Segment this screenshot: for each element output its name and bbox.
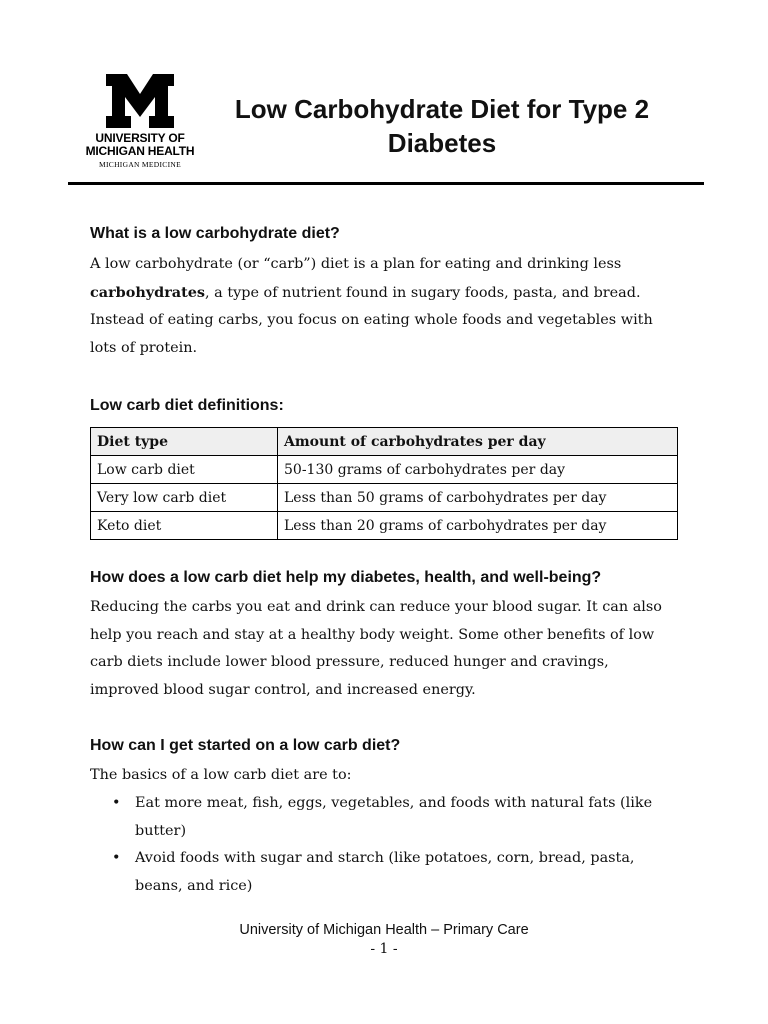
- bullet-icon: •: [112, 850, 121, 866]
- table-cell: Very low carb diet: [91, 484, 278, 512]
- paragraph-line: Instead of eating carbs, you focus on eating whole foods and vegetables with: [90, 312, 653, 328]
- section-heading-definitions: Low carb diet definitions:: [90, 397, 284, 414]
- paragraph-line: improved blood sugar control, and increased energy.: [90, 681, 476, 698]
- list-item: [90, 845, 690, 900]
- section-heading-benefits: How does a low carb diet help my diabetes, health, and well-being?: [90, 569, 602, 586]
- table-cell: Low carb diet: [91, 456, 278, 484]
- list-item-line: Eat more meat, fish, eggs, vegetables, and foods with natural fats (like: [135, 795, 653, 811]
- table-row: [91, 512, 678, 540]
- logo-text-line3: MICHIGAN MEDICINE: [99, 160, 181, 169]
- table-header-cell: Diet type: [91, 428, 278, 456]
- block-m-logo-icon: [104, 74, 176, 128]
- table-row: [91, 456, 678, 484]
- paragraph-line: A low carbohydrate (or “carb”) diet is a plan for eating and drinking less: [90, 256, 622, 272]
- bullet-icon: •: [112, 795, 121, 811]
- diet-definitions-table: [90, 427, 678, 540]
- table-cell: Less than 50 grams of carbohydrates per day: [278, 484, 678, 512]
- section-intro-get-started: The basics of a low carb diet are to:: [90, 767, 352, 783]
- logo-text-line2: MICHIGAN HEALTH: [85, 144, 195, 158]
- section-heading-what-is: What is a low carbohydrate diet?: [90, 225, 340, 242]
- page-title: [212, 92, 672, 160]
- paragraph-line: lots of protein.: [90, 339, 198, 356]
- logo-text-line1: UNIVERSITY OF: [95, 131, 185, 145]
- basics-list: [90, 790, 690, 900]
- table-cell: 50-130 grams of carbohydrates per day: [278, 456, 678, 484]
- section-heading-get-started: How can I get started on a low carb diet?: [90, 737, 401, 754]
- paragraph-line: Reducing the carbs you eat and drink can reduce your blood sugar. It can also: [90, 599, 662, 615]
- paragraph-line: help you reach and stay at a healthy body weight. Some other benefits of low: [90, 626, 655, 643]
- list-item-line: butter): [135, 822, 187, 839]
- list-item: [90, 790, 690, 845]
- section-paragraph-what-is: [90, 251, 690, 362]
- paragraph-line: carb diets include lower blood pressure, reduced hunger and cravings,: [90, 654, 609, 670]
- table-header-row: [91, 428, 678, 456]
- bold-term: carbohydrates: [90, 283, 206, 301]
- table-cell: Less than 20 grams of carbohydrates per day: [278, 512, 678, 540]
- page-title-line1: Low Carbohydrate Diet for Type 2: [234, 94, 650, 124]
- page-number: - 1 -: [370, 941, 398, 957]
- section-paragraph-benefits: [90, 594, 690, 704]
- table-header-cell: Amount of carbohydrates per day: [278, 428, 678, 456]
- table-cell: Keto diet: [91, 512, 278, 540]
- page-title-line2: Diabetes: [387, 128, 497, 158]
- header-divider: [68, 182, 704, 185]
- table-row: [91, 484, 678, 512]
- paragraph-line: [90, 279, 690, 308]
- list-item-line: beans, and rice): [135, 877, 253, 894]
- paragraph-text: , a type of nutrient found in sugary foods, pasta, and bread.: [205, 284, 641, 301]
- footer-organization: University of Michigan Health – Primary Care: [239, 922, 529, 938]
- university-logo: [84, 74, 196, 170]
- list-item-line: Avoid foods with sugar and starch (like potatoes, corn, bread, pasta,: [135, 850, 635, 866]
